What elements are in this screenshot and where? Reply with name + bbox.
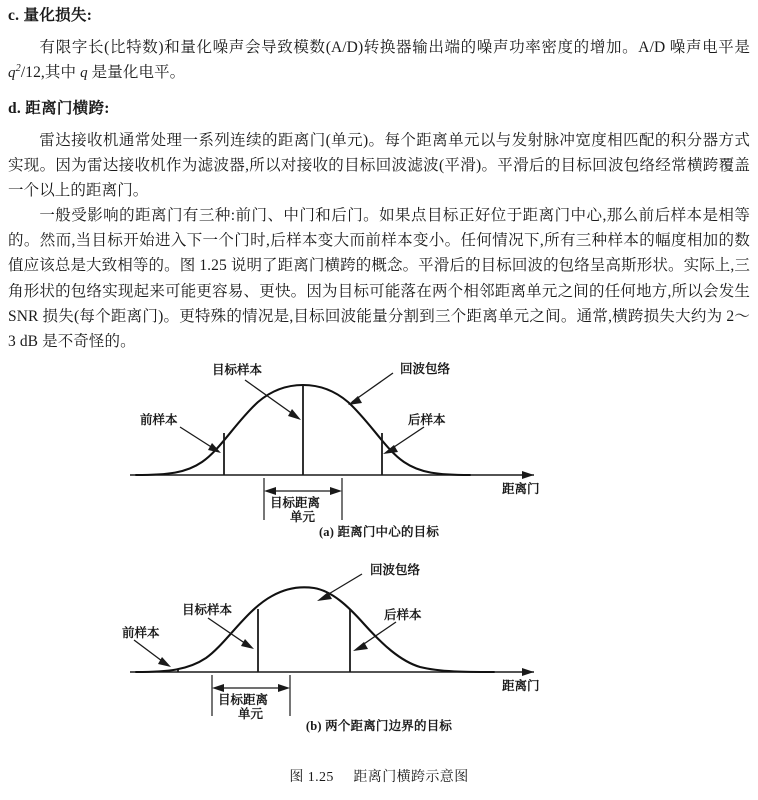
paragraph-text: 一般受影响的距离门有三种:前门、中门和后门。如果点目标正好位于距离门中心,那么前后样本是相等的。然而,当目标开始进入下一个门时,后样本变大而前样本变小。任何情况下,所有三种样本的幅度相加的数值应该总是大致相等的。图 1.25 说明了距离门横跨的概念。平滑后的目标回波的包络呈高斯形状。实际上,三角形状的包络实现起来可能更容易、更快。因为目标可能落在两个相邻距离单元之间的任何地方,所以会发生 SNR 损失(每个距离门)。更特殊的情况是,目标回波能量分割到三个距离单元之间。通常,横跨损失大约为 2～3 dB 是不奇怪的。	[8, 207, 750, 350]
label-target-sample-a: 目标样本	[212, 363, 263, 377]
leader-front-sample-b	[134, 640, 171, 667]
subfigure-a	[0, 360, 758, 550]
label-axis-a: 距离门	[502, 482, 540, 496]
leader-echo-envelope-a	[348, 373, 393, 405]
math-variable-q-exponent: 2	[15, 63, 21, 75]
label-range-cell-line2-a: 单元	[290, 510, 316, 524]
label-front-sample-a: 前样本	[140, 413, 178, 427]
range-cell-dimension-a	[264, 487, 342, 495]
figure-caption	[0, 766, 758, 786]
figure-caption-number: 图 1.25	[289, 770, 334, 785]
label-back-sample-a: 后样本	[408, 413, 446, 427]
paragraph-text-mid: 其中	[44, 64, 81, 82]
label-axis-b: 距离门	[502, 679, 540, 693]
math-variable-q	[8, 65, 21, 81]
range-cell-dimension-b	[212, 684, 290, 692]
figure-caption-title: 距离门横跨示意图	[353, 770, 469, 785]
subfigure-b-drawing	[0, 548, 758, 720]
math-variable-q2: q	[80, 65, 88, 82]
paragraph-text: 雷达接收机通常处理一系列连续的距离门(单元)。每个距离单元以与发射脉冲宽度相匹配的积分器方式实现。因为雷达接收机作为滤波器,所以对接收的目标回波滤波(平滑)。平滑后的目标回波包络经常横跨覆盖一个以上的距离门。	[8, 131, 750, 200]
subfigure-a-drawing	[0, 360, 758, 525]
axis-a	[130, 471, 534, 479]
label-back-sample-b: 后样本	[384, 608, 422, 622]
leader-echo-envelope-b	[317, 574, 362, 601]
math-tail: /12,	[20, 64, 45, 82]
paragraph-quantization-loss	[8, 35, 750, 85]
leader-back-sample-b	[353, 622, 396, 651]
subfigure-a-caption: (a) 距离门中心的目标	[318, 525, 440, 539]
paragraph-text-prefix: 有限字长(比特数)和量化噪声会导致模数(A/D)转换器输出端的噪声功率密度的增加。A/D 噪声电平是	[39, 39, 750, 57]
leader-front-sample-a	[180, 427, 221, 453]
leader-target-sample-b	[208, 618, 254, 649]
paragraph-range-gate-straddle-2	[8, 203, 750, 354]
math-variable-q-base: q	[8, 65, 16, 82]
label-echo-envelope-b: 回波包络	[370, 563, 421, 577]
label-range-cell-line2-b: 单元	[238, 707, 264, 720]
leader-back-sample-a	[383, 427, 424, 454]
text-column	[8, 4, 750, 354]
section-heading-c: c. 量化损失:	[8, 7, 93, 24]
label-echo-envelope-a: 回波包络	[400, 362, 451, 376]
subfigure-b	[0, 548, 758, 744]
subfigure-b-caption: (b) 两个距离门边界的目标	[305, 719, 453, 733]
section-heading-d: d. 距离门横跨:	[8, 99, 110, 117]
label-front-sample-b: 前样本	[122, 626, 160, 640]
paragraph-text-suffix: 是量化电平。	[87, 64, 186, 82]
label-target-sample-b: 目标样本	[182, 603, 233, 617]
figure-1-25	[0, 360, 758, 800]
label-range-cell-line1-a: 目标距离	[270, 496, 321, 510]
echo-envelope-curve-b	[136, 587, 494, 672]
paragraph-range-gate-straddle-1	[8, 128, 750, 203]
label-range-cell-line1-b: 目标距离	[218, 693, 269, 707]
